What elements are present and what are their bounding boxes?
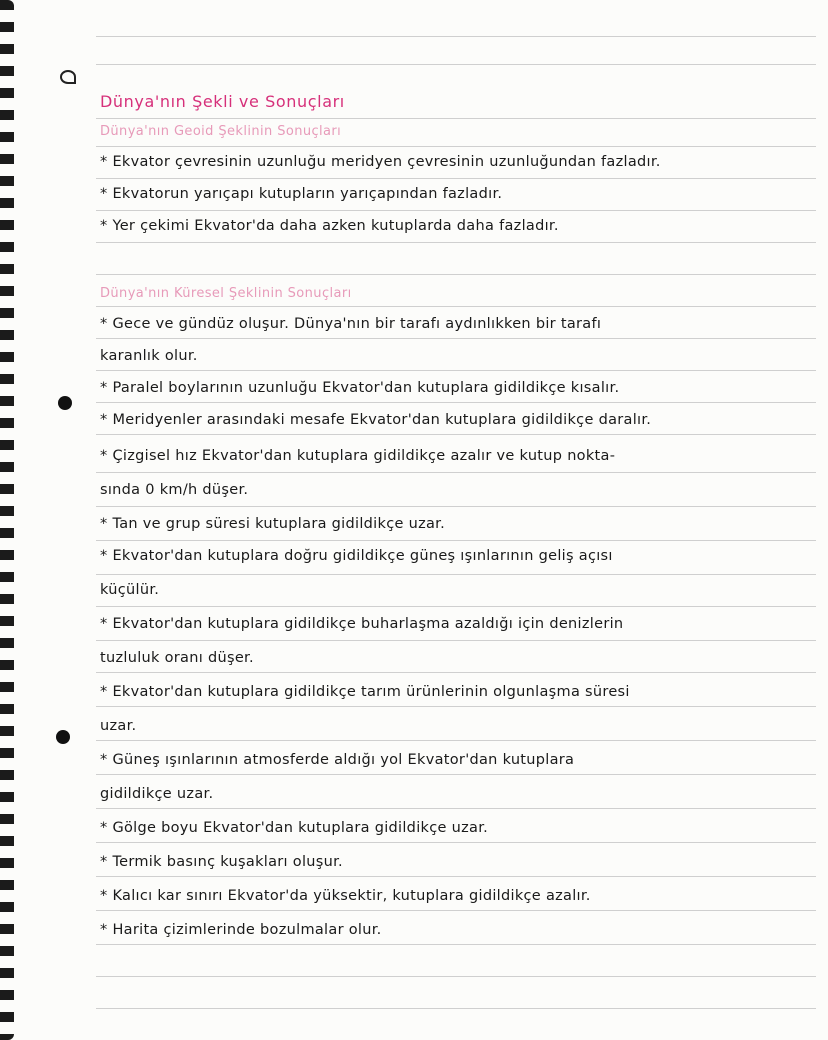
ruled-line <box>96 242 816 243</box>
note-line: * Çizgisel hız Ekvator'dan kutuplara gidildikçe azalır ve kutup nokta- <box>100 448 616 464</box>
ruled-line <box>96 640 816 641</box>
note-line: * Harita çizimlerinde bozulmalar olur. <box>100 922 382 938</box>
section-heading-kuresel: Dünya'nın Küresel Şeklinin Sonuçları <box>100 286 352 301</box>
punch-hole <box>56 730 70 744</box>
ruled-line <box>96 506 816 507</box>
ruled-line <box>96 808 816 809</box>
note-line: * Termik basınç kuşakları oluşur. <box>100 854 343 870</box>
ruled-line <box>96 540 816 541</box>
ruled-line <box>96 876 816 877</box>
note-line: * Ekvatorun yarıçapı kutupların yarıçapından fazladır. <box>100 186 503 202</box>
note-line: küçülür. <box>100 582 160 598</box>
ruled-line <box>96 606 816 607</box>
note-line: tuzluluk oranı düşer. <box>100 650 254 666</box>
ruled-line <box>96 36 816 37</box>
note-line: * Meridyenler arasındaki mesafe Ekvator'dan kutuplara gidildikçe daralır. <box>100 412 652 428</box>
punch-hole <box>58 396 72 410</box>
note-line: * Gece ve gündüz oluşur. Dünya'nın bir tarafı aydınlıkken bir tarafı <box>100 316 602 332</box>
note-line: * Gölge boyu Ekvator'dan kutuplara gidildikçe uzar. <box>100 820 489 836</box>
note-line: * Ekvator'dan kutuplara doğru gidildikçe güneş ışınlarının geliş açısı <box>100 548 613 564</box>
ruled-line <box>96 178 816 179</box>
ruled-line <box>96 910 816 911</box>
note-line: * Ekvator çevresinin uzunluğu meridyen çevresinin uzunluğundan fazladır. <box>100 154 661 170</box>
ruled-line <box>96 274 816 275</box>
note-line: * Ekvator'dan kutuplara gidildikçe tarım ürünlerinin olgunlaşma süresi <box>100 684 630 700</box>
ruled-line <box>96 306 816 307</box>
note-line: sında 0 km/h düşer. <box>100 482 249 498</box>
ruled-line <box>96 1008 816 1009</box>
ruled-line <box>96 64 816 65</box>
ruled-line <box>96 706 816 707</box>
ruled-line <box>96 118 816 119</box>
note-line: * Yer çekimi Ekvator'da daha azken kutuplarda daha fazladır. <box>100 218 559 234</box>
ruled-line <box>96 774 816 775</box>
note-line: gidildikçe uzar. <box>100 786 214 802</box>
ruled-line <box>96 434 816 435</box>
ruled-line <box>96 472 816 473</box>
note-line: * Ekvator'dan kutuplara gidildikçe buharlaşma azaldığı için denizlerin <box>100 616 624 632</box>
punch-hole-mark <box>60 70 76 84</box>
section-heading-geoid: Dünya'nın Geoid Şeklinin Sonuçları <box>100 124 342 139</box>
page-title: Dünya'nın Şekli ve Sonuçları <box>100 92 345 111</box>
spiral-binding <box>0 0 14 1040</box>
ruled-line <box>96 574 816 575</box>
ruled-line <box>96 338 816 339</box>
note-line: uzar. <box>100 718 137 734</box>
ruled-line <box>96 370 816 371</box>
ruled-line <box>96 146 816 147</box>
ruled-line <box>96 944 816 945</box>
ruled-line <box>96 210 816 211</box>
note-line: * Kalıcı kar sınırı Ekvator'da yüksektir, kutuplara gidildikçe azalır. <box>100 888 591 904</box>
note-line: * Paralel boylarının uzunluğu Ekvator'dan kutuplara gidildikçe kısalır. <box>100 380 620 396</box>
ruled-line <box>96 402 816 403</box>
note-line: * Tan ve grup süresi kutuplara gidildikçe uzar. <box>100 516 446 532</box>
ruled-line <box>96 740 816 741</box>
ruled-line <box>96 842 816 843</box>
note-line: karanlık olur. <box>100 348 198 364</box>
ruled-line <box>96 672 816 673</box>
ruled-line <box>96 976 816 977</box>
note-line: * Güneş ışınlarının atmosferde aldığı yol Ekvator'dan kutuplara <box>100 752 575 768</box>
